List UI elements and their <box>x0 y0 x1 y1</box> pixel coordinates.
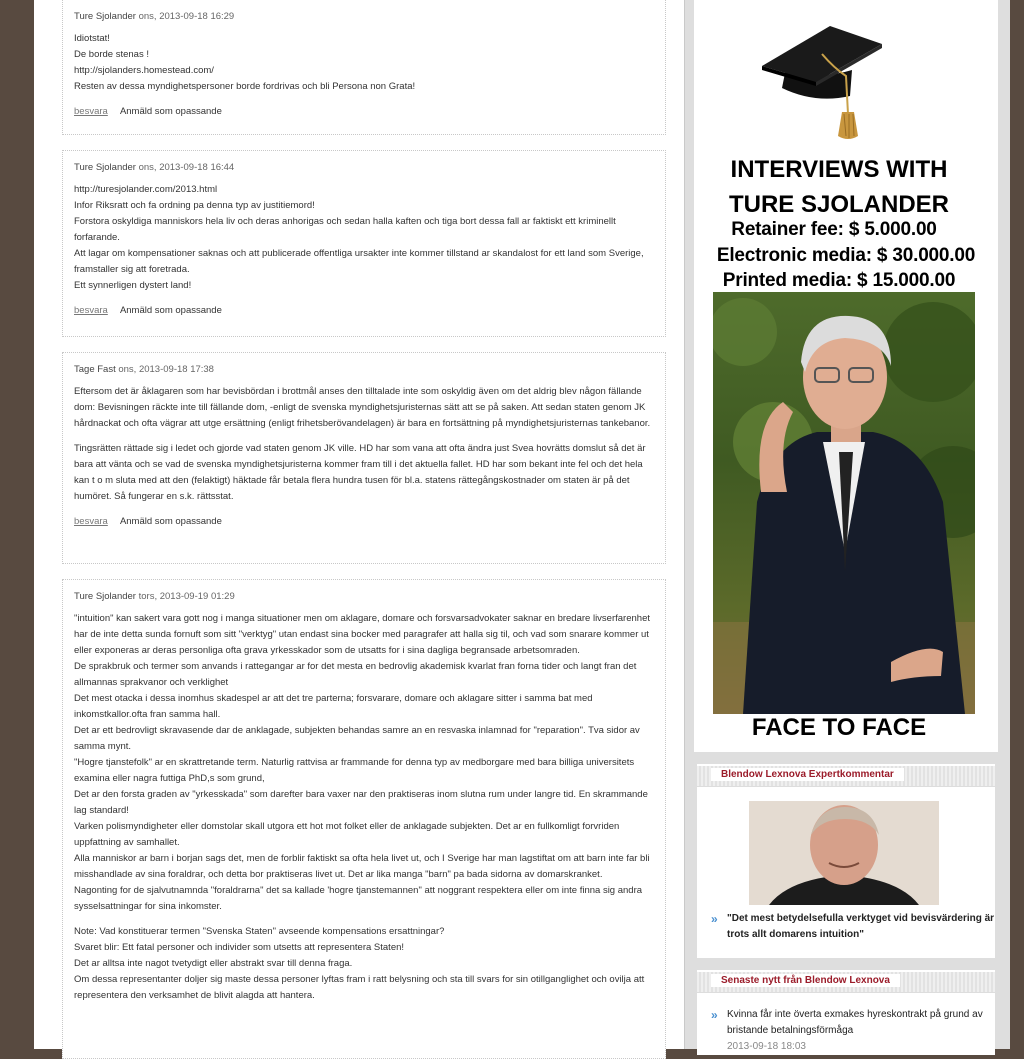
ad-footer: FACE TO FACE <box>751 714 927 741</box>
comment-date: ons, 2013-09-18 17:38 <box>118 364 214 375</box>
comment <box>62 0 666 135</box>
comment-line: Det ar den forsta graden av "yrkesskada" som darefter bara vaxer nar den praktiseras inom slutna rum under langre tid. En skrammande lag standard! <box>74 789 648 816</box>
expert-photo <box>749 801 939 905</box>
comment-line: Alla manniskor ar barn i borjan sags det, men de forblir faktiskt sa ofta hela livet ut, och I Sverige har man lagstiftat om att barn inte far bli misshandlade av sina foraldrar, och detta bor praktiseras livet ut. Det ar lika manga "barn" pa bada sidorna av domarskranket. <box>74 853 650 880</box>
man-on-phone-image <box>713 292 975 714</box>
news-item-link[interactable]: Kvinna får inte överta exmakes hyreskontrakt på grund av bristande betalningsförmåga <box>727 1009 983 1036</box>
comment <box>62 352 666 564</box>
comment-line: Det ar alltsa inte nagot tvetydigt eller abstrakt svar till denna fraga. <box>74 958 353 969</box>
comment-date: ons, 2013-09-18 16:29 <box>138 11 235 22</box>
comment-line: De borde stenas ! <box>74 49 149 60</box>
expert-quote-link[interactable]: "Det mest betydelsefulla verktyget vid bevisvärdering är trots allt domarens intuition" <box>727 913 995 940</box>
comment-date: tors, 2013-09-19 01:29 <box>138 591 235 602</box>
chevron-right-icon: » <box>711 1008 718 1022</box>
comment-author: Ture Sjolander <box>74 591 136 602</box>
interview-ad[interactable] <box>694 0 998 752</box>
news-widget <box>697 970 995 1055</box>
report-link[interactable]: Anmäld som opassande <box>119 305 222 316</box>
ad-title-line1: INTERVIEWS WITH <box>730 156 948 183</box>
comment-paragraph: Tingsrätten rättade sig i ledet och gjorde vad staten genom JK ville. HD har som vana att ofta ändra just Svea hovrätts domslut så det är bara att vänta och se vad de svenska myndighetsjuristerna kommer fram till i det aktuella fallet. HD har som bekant inte fel och det hela kan t o m sluta med att den (felaktigt) häktade får betala flera hundra tusen för bl.a. statens rättegångskostnader om staten är på det humöret. Så fungerar en s.k. rättsstat. <box>74 443 646 502</box>
report-link[interactable]: Anmäld som opassande <box>119 106 222 117</box>
comment-line: Nagonting for de sjalvutnamnda "foraldrarna" det sa kallade 'hogre tjanstemannen" att noggrant respektera eller om inte finna sig andra sysselsattningar for sina inkomster. <box>74 885 643 912</box>
report-link[interactable]: Anmäld som opassande <box>119 516 222 527</box>
comment-line: Ett synnerligen dystert land! <box>74 280 192 291</box>
comment-paragraph: Eftersom det är åklagaren som har bevisbördan i brottmål anses den tilltalade inte som oskyldig även om det aldrig blev någon fällande dom: Bevisningen räckte inte till fällande dom, -enligt de svenska myndighetsjuristernas sätt att se på saken. Att sedan staten genom JK hårdnackat och ofta vägrar att utge ersättning (enligt frihetsberövandelagen) är bara en fortsättning på myndighetsjuristernas tankebanor. <box>74 386 651 429</box>
comment-actions <box>74 303 655 319</box>
expert-widget <box>697 764 995 958</box>
comment-line: Svaret blir: Ett fatal personer och individer som utsetts att representera Staten! <box>74 942 405 953</box>
comment-author: Ture Sjolander <box>74 162 136 173</box>
chevron-right-icon: » <box>711 912 718 926</box>
expert-quote-item[interactable] <box>697 911 1007 943</box>
portrait-photo <box>713 292 975 714</box>
comment-line: Infor Riksratt och fa ordning pa denna typ av justitiemord! <box>74 200 315 211</box>
graduation-cap-icon <box>760 18 890 144</box>
comment-paragraph <box>74 182 655 294</box>
ad-printed-media-fee: Printed media: $ 15.000.00 <box>722 270 956 291</box>
reply-link[interactable]: besvara <box>74 305 108 316</box>
expert-portrait-image <box>749 801 939 905</box>
reply-link[interactable]: besvara <box>74 106 108 117</box>
comment-line: "intuition" kan sakert vara gott nog i manga situationer men om aklagare, domare och forsvarsadvokater saknar en bredare livserfarenhet har de inte detta sunda fornuft som sitt "verktyg" utan endast sina bocker med paragrafer att halla sig til, och vad som snarare kommer ut eller exponeras ar deras personliga ofta grava yrkesskador som de utsatts for i sina dagliga begransade arbetsomraden. <box>74 613 650 656</box>
comment-line: Att lagar om kompensationer saknas och att publicerade offentliga ursakter inte kommer tillstand ar skandalost for ett land som Sverige, framstaller sig att foretrada. <box>74 248 644 275</box>
comment-line: Note: Vad konstituerar termen "Svenska Staten" avseende kompensations ersattningar? <box>74 926 445 937</box>
expert-widget-header <box>697 766 995 787</box>
comment-link[interactable]: http://sjolanders.homestead.com/ <box>74 65 214 76</box>
ad-retainer-fee: Retainer fee: $ 5.000.00 <box>731 219 937 240</box>
comment-paragraph <box>74 31 655 95</box>
comment-author: Ture Sjolander <box>74 11 136 22</box>
comment-line: Det mest otacka i dessa inomhus skadespel ar att det tre parterna; forsvarare, domare och aklagare sitter i samma bat med inkomstkallor.ofta fran samma hall. <box>74 693 593 720</box>
news-widget-header <box>697 972 995 993</box>
ad-title-line2: TURE SJOLANDER <box>728 191 950 218</box>
comment-actions <box>74 514 655 530</box>
comment-line: Resten av dessa myndighetspersoner borde fordrivas och bli Persona non Grata! <box>74 81 416 92</box>
page <box>34 0 1010 1052</box>
news-widget-title: Senaste nytt från Blendow Lexnova <box>711 974 900 987</box>
comment-body <box>74 384 655 505</box>
sidebar <box>694 0 1000 1052</box>
comment-link[interactable]: http://turesjolander.com/2013.html <box>74 184 218 195</box>
news-item[interactable] <box>697 1007 1007 1055</box>
comment-body <box>74 611 655 1004</box>
comment-header <box>74 362 655 378</box>
comment-line: "Hogre tjanstefolk" ar en skrattretande term. Naturlig rattvisa ar frammande for denna typ av medborgare med bara billiga universitets examina eller nagra futtiga PhD,s som grund, <box>74 757 635 784</box>
comment-body <box>74 31 655 95</box>
reply-link[interactable]: besvara <box>74 516 108 527</box>
comment <box>62 579 666 1059</box>
comment-paragraph <box>74 611 655 915</box>
comment-line: Idiotstat! <box>74 33 110 44</box>
comment-line: De sprakbruk och termer som anvands i rattegangar ar for det mesta en bedrovlig akademisk kvarlat fran forna tider och langt fran det allmannas sprakvanor och verklighet <box>74 661 637 688</box>
news-item-date: 2013-09-18 18:03 <box>727 1041 806 1052</box>
comment-paragraph <box>74 924 655 1004</box>
comment-body <box>74 182 655 294</box>
comment-actions <box>74 104 655 120</box>
comment-date: ons, 2013-09-18 16:44 <box>138 162 235 173</box>
comment-header <box>74 589 655 605</box>
expert-widget-title: Blendow Lexnova Expertkommentar <box>711 768 904 781</box>
comment-line: Forstora oskyldiga manniskors hela liv och deras anhorigas och sedan halla kaften och tiga bort dessa fall ar faktiskt ett kriminellt forfarande. <box>74 216 616 243</box>
comment <box>62 150 666 337</box>
ad-electronic-media-fee: Electronic media: $ 30.000.00 <box>716 245 976 266</box>
comment-line: Om dessa representanter doljer sig maste dessa personer lyftas fram i ratt belysning och sta till svars for sin otillganglighet och ovilja att representera den verksamhet de blivit alagda att hantera. <box>74 974 645 1001</box>
comment-author: Tage Fast <box>74 364 116 375</box>
comment-header <box>74 9 655 25</box>
comment-line: Det ar ett bedrovligt skravasende dar de anklagade, subjekten behandas samre an en resvaska inlamnad for "reparation". Tva sidor av samma mynt. <box>74 725 640 752</box>
comment-line: Varken polismyndigheter eller domstolar skall utgora ett hot mot folket eller de anklagade subjekten. Det ar en fullkomligt forvriden uppfattning av samhallet. <box>74 821 620 848</box>
comment-header <box>74 160 655 176</box>
comments-column <box>34 0 685 1049</box>
